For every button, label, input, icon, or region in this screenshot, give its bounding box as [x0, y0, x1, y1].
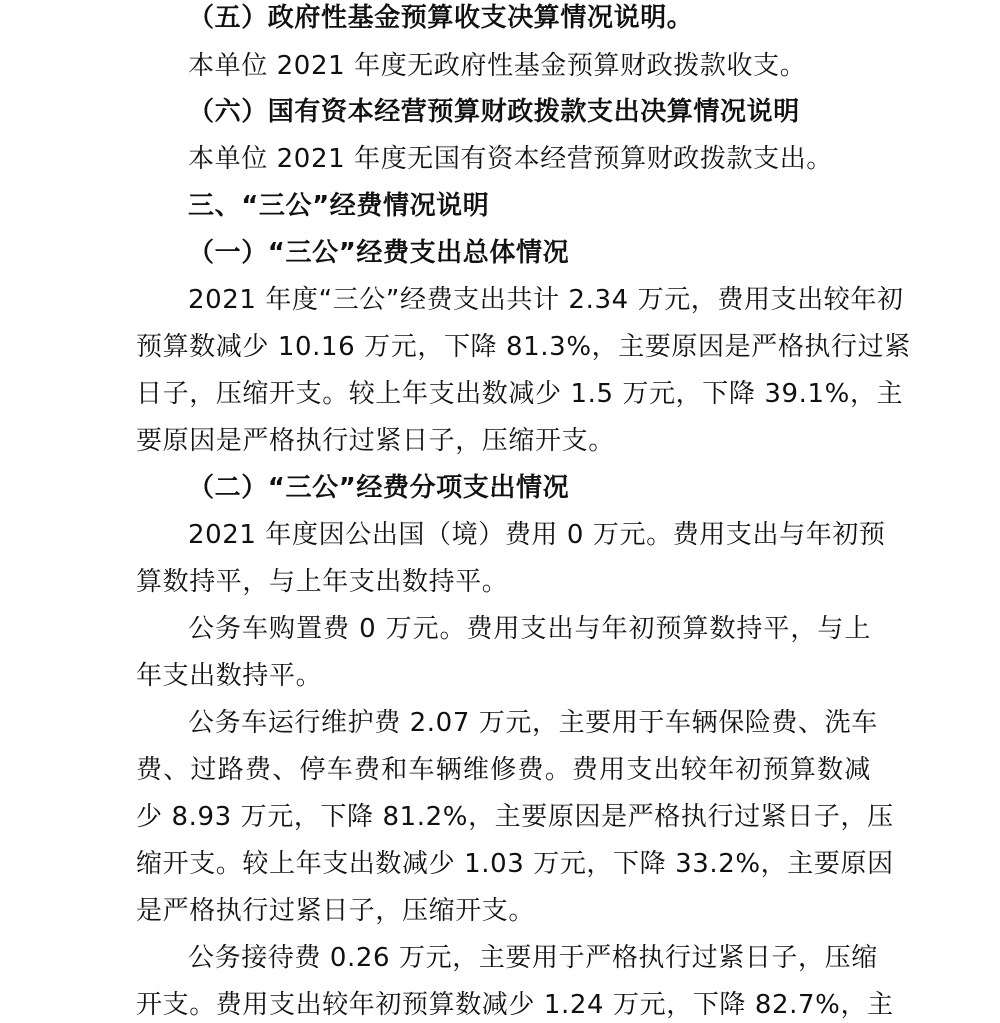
paragraph-line: 公务车购置费 0 万元。费用支出与年初预算数持平，与上: [188, 614, 871, 644]
paragraph-line: 要原因是严格执行过紧日子，压缩开支。: [136, 426, 615, 456]
paragraph-line: 日子，压缩开支。较上年支出数减少 1.5 万元，下降 39.1%，主: [136, 379, 904, 409]
paragraph-line: 算数持平，与上年支出数持平。: [136, 567, 509, 597]
paragraph-line: 开支。费用支出较年初预算数减少 1.24 万元，下降 82.7%，主: [136, 990, 894, 1020]
paragraph-line: 缩开支。较上年支出数减少 1.03 万元，下降 33.2%，主要原因: [136, 849, 894, 879]
heading-section-five: （五）政府性基金预算收支决算情况说明。: [188, 3, 694, 33]
paragraph-line: 年支出数持平。: [136, 661, 323, 691]
paragraph-line: 费、过路费、停车费和车辆维修费。费用支出较年初预算数减: [136, 755, 871, 785]
heading-itemized-spending: （二）“三公”经费分项支出情况: [188, 473, 570, 503]
paragraph-line: 2021 年度“三公”经费支出共计 2.34 万元，费用支出较年初: [188, 285, 904, 315]
paragraph-line: 预算数减少 10.16 万元，下降 81.3%，主要原因是严格执行过紧: [136, 332, 911, 362]
paragraph-section-five: 本单位 2021 年度无政府性基金预算财政拨款收支。: [188, 51, 807, 81]
heading-overall-spending: （一）“三公”经费支出总体情况: [188, 238, 570, 268]
paragraph-line: 少 8.93 万元，下降 81.2%，主要原因是严格执行过紧日子，压: [136, 802, 894, 832]
paragraph-line: 是严格执行过紧日子，压缩开支。: [136, 896, 536, 926]
heading-three-public-funds: 三、“三公”经费情况说明: [188, 191, 490, 221]
paragraph-line: 公务车运行维护费 2.07 万元，主要用于车辆保险费、洗车: [188, 708, 878, 738]
paragraph-line: 2021 年度因公出国（境）费用 0 万元。费用支出与年初预: [188, 520, 886, 550]
heading-section-six: （六）国有资本经营预算财政拨款支出决算情况说明: [188, 97, 800, 127]
paragraph-line: 公务接待费 0.26 万元，主要用于严格执行过紧日子，压缩: [188, 943, 878, 973]
paragraph-section-six: 本单位 2021 年度无国有资本经营预算财政拨款支出。: [188, 144, 833, 174]
